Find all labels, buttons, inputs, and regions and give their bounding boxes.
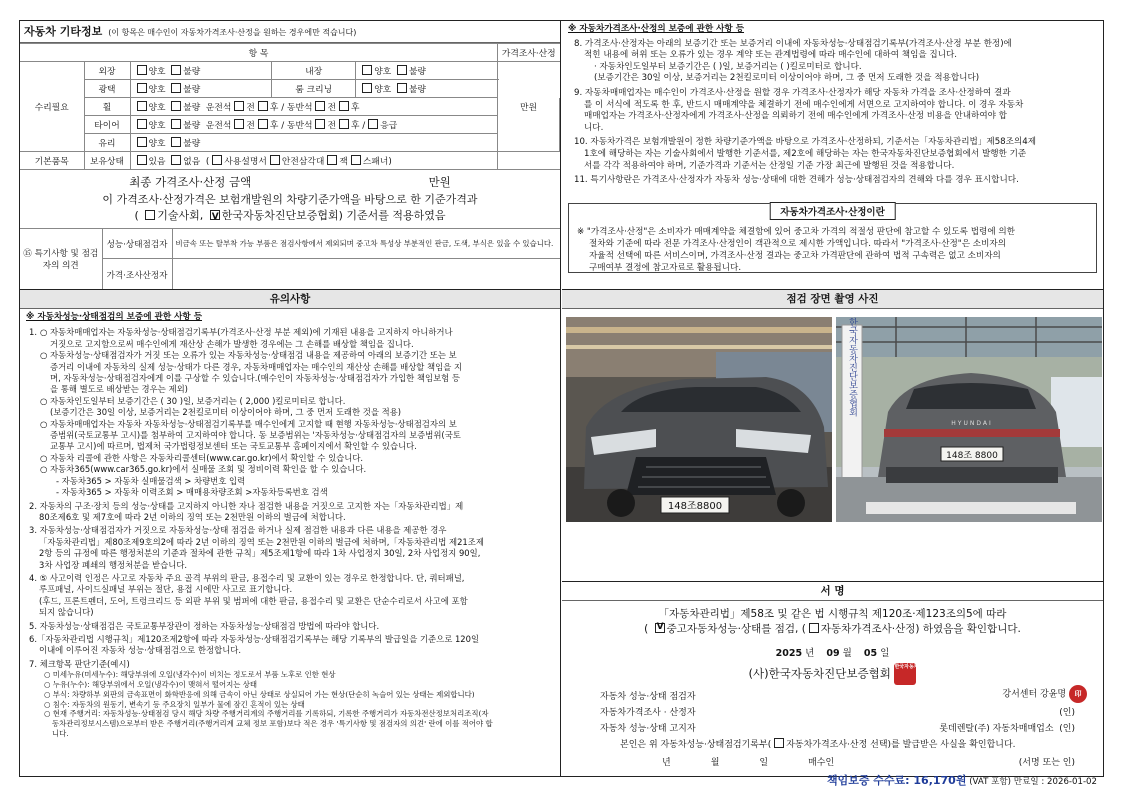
checkbox[interactable] — [339, 101, 349, 111]
date-line: 2025 년 09 월 05 일 — [775, 648, 890, 659]
inspector-seal-icon: 印 — [1069, 685, 1087, 703]
confirm-line: ( V 중고자동차성능·상태를 점검, ( 자동차가격조사·산정) 하였음을 확인합니다. — [562, 621, 1103, 636]
notes-body — [20, 309, 560, 739]
note-line: 을 통해 별도로 배상받는 경우는 제외) — [50, 384, 188, 395]
buyer-sign: (서명 또는 인) — [1018, 758, 1075, 768]
etc-subtitle: (이 항목은 매수인이 자동차가격조사·산정을 원하는 경우에만 적습니다) — [108, 28, 357, 37]
note-line: 거짓으로 고지함으로써 매수인에게 재산상 손해가 발생한 경우에는 그 손해를 배상할 책임을 집니다. — [50, 338, 414, 349]
svg-text:HYUNDAI: HYUNDAI — [951, 420, 993, 427]
gloss-label: 광택 — [84, 80, 130, 98]
booth-sign-text: 한국자동차진단보증협회 — [847, 317, 857, 417]
right-column — [562, 21, 1103, 787]
checkbox[interactable] — [171, 83, 181, 93]
checkbox-kada[interactable] — [210, 210, 220, 220]
note-1-lines — [40, 327, 554, 498]
holding-options: 있음 없음 ( 사용설명서 안전삼각대 잭 스패너) — [130, 152, 498, 170]
notes-header: 유의사항 — [20, 290, 560, 309]
standard-line-2: ( 기술사회, V 한국자동차진단보증협회) 기준서를 적용하였음 — [20, 208, 560, 224]
inspector-label: 자동차 성능·상태 점검자 — [600, 692, 696, 702]
rear-car-illustration — [836, 317, 1102, 522]
note-10 — [568, 137, 1097, 172]
etc-title-text: 자동차 기타정보 — [24, 25, 103, 38]
note-line: (보증기간은 30일 이상, 보증거리는 2천킬로미터 이상이어야 하며, 그 중 먼저 도래한 것을 적용) — [50, 407, 402, 418]
room-cleaning-label: 룸 크리닝 — [272, 80, 356, 98]
note-line: 9. 자동차매매업자는 매수인이 가격조사·산정을 원할 경우 가격조사·산정자가 해당 자동차 가격을 조사·산정하여 결과 — [574, 87, 1011, 98]
note-line: ○ 자동차매매업자는 자동차성능·상태점검기록부(가격조사·산정 부분 제외)에 기재된 내용을 고지하지 아니하거나 — [40, 327, 453, 338]
perf-inspector-opinion: 비금속 또는 탈부착 가능 부품은 점검사항에서 제외되며 중고차 특성상 부분적인 판금, 도색, 부식은 있을 수 있습니다. — [172, 229, 560, 259]
inspection-record-page — [19, 20, 1104, 787]
note-line: 니다. — [584, 122, 604, 133]
checkbox[interactable] — [234, 101, 244, 111]
def-line: 자율적 선택에 따른 서비스이며, 가격조사·산정 결과는 중고차 가격판단에 관하여 법적 구속력은 없고 소비자의 — [589, 251, 1001, 261]
definition-box — [568, 203, 1097, 273]
photo-area — [562, 309, 1103, 609]
note-line: 증범위(국토교통부 고시)를 첨부하여 고지하여야 합니다. 동 보증범위는 '자동차성능·상태점검자의 보증범위(국토 — [50, 430, 461, 441]
note-11: 11. 특기사항란은 가격조사·산정자가 자동차 성능·상태에 대한 견해가 성능·상태점검자의 견해와 다를 경우 표시합니다. — [574, 175, 1019, 186]
note-line: 1호에 해당하는 자는 기술사회에서 발행한 기준서를, 제2호에 해당하는 자는 한국자동차진단보증협회에서 발행한 기준 — [584, 148, 1027, 159]
note-line: 매매업자는 가격조사·산정자에게 가격조사·산정을 의뢰하기 전에 매수인에게 가격조사·산정 비용을 안내하여야 합 — [584, 111, 1007, 122]
checkbox-performance[interactable] — [655, 623, 665, 633]
note-line: ○ 현재 주행거리: 자동차성능·상태점검 당시 해당 차량 주행거리계의 주행거리를 기록하되, 기록한 주행거리가 자동차전산정보처리조직(자 — [44, 709, 489, 719]
checkbox[interactable] — [351, 155, 361, 165]
price-assessor-seal: (인) — [1059, 708, 1075, 718]
note-line: 이내에 이루어진 자동차 성능·상태점검으로 한정합니다. — [39, 645, 242, 656]
room-options: 양호 불량 — [356, 80, 498, 98]
checkbox[interactable] — [397, 83, 407, 93]
checkbox[interactable] — [258, 101, 268, 111]
receipt-line: 본인은 위 자동차성능·상태점검기록부( 자동차가격조사·산정 선택)를 발급받은 사실을 확인합니다. — [620, 740, 1016, 750]
photo-section — [562, 289, 1103, 609]
month-value: 09 — [826, 648, 840, 659]
note-7: 7. 체크항목 판단기준(예시) — [29, 658, 130, 669]
note-line: (후드, 프론트펜더, 도어, 트렁크리드 등 외판 부위 및 범퍼에 대한 판금, 용접수리 및 교환은 단순수리로서 사고에 포함 — [39, 595, 468, 606]
note-line: - 자동차365 > 자동차 이력조회 > 매매용차량조회 >자동차등록번호 검색 — [56, 487, 328, 498]
note-1 — [26, 327, 554, 498]
front-car-illustration — [566, 317, 832, 522]
note-line: ○ 자동차매매업자는 자동차 자동차성능·상태점검기록부를 매수인에게 고지할 때 현행 자동차성능·상태점검자의 보 — [40, 418, 457, 429]
def-line: ※ "가격조사·산정"은 소비자가 매매계약을 체결함에 있어 중고차 가격의 적절성 판단에 참고할 수 있도록 법령에 의한 — [577, 227, 1015, 237]
final-price-label: 최종 가격조사·산정 금액 — [129, 175, 252, 189]
fee-label: 책임보증 수수료: 16,170원 — [826, 774, 967, 787]
note-line: 3차 사업장 폐쇄의 행정처분을 받습니다. — [39, 559, 188, 570]
org-seal-icon: 한국자동차진단보증협회인 — [894, 663, 916, 685]
note-line: ○ 자동차 리콜에 관한 사항은 자동차리콜센터(www.car.go.kr)에서 확인할 수 있습니다. — [40, 452, 364, 463]
basic-price-cell — [498, 152, 560, 170]
wheel-label: 휠 — [84, 98, 130, 116]
note-line: 교통부 고시)에 따르며, 법제처 국가법령정보센터 또는 국토교통부 홈페이지에서 확인할 수 있습니다. — [50, 441, 417, 452]
glass-options: 양호 불량 — [130, 134, 560, 152]
note-line: 2항 등의 규정에 따른 행정처분의 기준과 절차에 관한 규칙」제5조제1항에 따라 1차 사업정지 30일, 2차 사업정지 90일, — [39, 548, 481, 559]
note-line: 4. ⑤ 사고이력 인정은 사고로 자동차 주요 골격 부위의 판금, 용접수리 및 교환이 있는 경우로 한정합니다. 단, 쿼터패널, — [29, 572, 465, 583]
checkbox[interactable] — [171, 65, 181, 75]
checkbox[interactable] — [171, 119, 181, 129]
checkbox[interactable] — [270, 155, 280, 165]
law-line: 「자동차관리법」제58조 및 같은 법 시행규칙 제120조·제123조의5에 따라 — [658, 608, 1007, 620]
signature-section — [562, 581, 1103, 787]
interior-label: 내장 — [272, 62, 356, 80]
glass-label: 유리 — [84, 134, 130, 152]
note-7-criteria — [26, 670, 554, 739]
exterior-options: 양호 불량 — [130, 62, 272, 80]
checkbox[interactable] — [397, 65, 407, 75]
checkbox[interactable] — [339, 119, 349, 129]
note-line: ○ 자동차성능·상태점검자가 거짓 또는 오류가 있는 자동차성능·상태점검 내용을 제공하여 아래의 보증기간 또는 보 — [40, 350, 457, 361]
note-line: 며, 자동차성능·상태점검자에게 이를 구상할 수 있습니다.(매수인이 자동차성능·상태점검자가 가입한 책임보험 등 — [50, 373, 461, 384]
note-8 — [568, 39, 1097, 85]
note-line: 3. 자동차성능·상태점검자가 거짓으로 자동차성능·상태 점검을 하거나 실제 점검한 내용과 다른 내용을 제공한 경우 — [29, 525, 447, 536]
wheel-options: 양호 불량 운전석 전 후 / 동반석 전 후 — [130, 98, 560, 116]
note-line: ○ 누유(누수): 해당부위에서 오일(냉각수)이 맺혀서 떨어지는 상태 — [44, 679, 258, 689]
def-line: 구매여부 결정에 참고자료로 활용됩니다. — [589, 263, 742, 273]
price-inspector-opinion — [172, 259, 560, 291]
notifier-label: 자동차 성능·상태 고지자 — [600, 724, 696, 734]
checkbox[interactable] — [234, 119, 244, 129]
checkbox[interactable] — [368, 119, 378, 129]
signature-header: 서 명 — [562, 582, 1103, 601]
note-line: 를 이 서식에 적도록 한 후, 반드시 매매계약을 체결하기 전에 매수인에게 서면으로 고지하여야 합니다. 이 경우 자동차 — [584, 99, 1024, 110]
checkbox[interactable] — [171, 101, 181, 111]
note-line: 루프패널, 사이드실패널 부위는 절단, 용접 시에만 사고로 표기합니다. — [39, 584, 293, 595]
front-plate-text: 148조8800 — [667, 501, 723, 512]
rear-plate-text: 148조 8800 — [946, 451, 998, 461]
note-line: · 자동차인도일부터 보증기간은 ( )일, 보증거리는 ( )킬로미터로 합니다. — [594, 61, 862, 72]
perf-inspector-label: 성능·상태점검자 — [102, 229, 172, 259]
final-price-unit: 만원 — [428, 175, 451, 189]
gloss-options: 양호 불량 — [130, 80, 272, 98]
note-line: ○ 자동차인도일부터 보증기간은 ( 30 )일, 보증거리는 ( 2,000 )킬로미터로 합니다. — [40, 395, 346, 406]
note-9 — [568, 88, 1097, 134]
checkbox[interactable] — [362, 65, 372, 75]
note-line: ○ 미세누유(미세누수): 해당부위에 오일(냉각수)이 비치는 정도로서 부품 노후로 인한 현상 — [44, 670, 336, 680]
notes-section — [20, 289, 560, 739]
note-line: 「자동차관리법」제80조제9호의2에 따라 2년 이하의 징역 또는 2천만원 이하의 벌금에 처하며,「자동차관리법 제21조제 — [39, 536, 484, 547]
checkbox-receipt-price[interactable] — [774, 738, 784, 748]
checkbox-price[interactable] — [809, 623, 819, 633]
fee-line: 책임보증 수수료: 16,170원 (VAT 포함) 만료일 : 2026-01-02 — [826, 774, 1097, 787]
note-line: 동차관리정보시스템)으로부터 받은 주행거리(주행거리계 교체 정보 포함)보다 적은 경우 '특기사항 및 점검자의 의견' 란에 이를 적어야 합 — [52, 719, 493, 729]
standard-text — [20, 192, 560, 224]
expiry-date: 만료일 : 2026-01-02 — [1013, 777, 1097, 787]
org-line — [562, 663, 1103, 685]
note-line: (보증기간은 30일 이상, 보증거리는 2천킬로미터 이상이어야 하며, 그 중 먼저 도래한 것을 적용합니다) — [594, 73, 980, 84]
checkbox[interactable] — [327, 155, 337, 165]
checkbox[interactable] — [171, 137, 181, 147]
note-line: 적힌 내용에 허위 또는 오류가 있는 경우 계약 또는 관계법령에 따라 매수인에 대하여 책임을 집니다. — [584, 50, 958, 61]
buyer-label: 매수인 — [808, 758, 835, 768]
note-line: 80조제6호 및 제7호에 따라 2년 이하의 징역 또는 2천만원 이하의 벌금에 처합니다. — [39, 511, 346, 522]
price-inspector-label: 가격·조사산정자 — [102, 259, 172, 291]
checkbox-tech-society[interactable] — [145, 210, 155, 220]
basic-items-label: 기본품목 — [20, 152, 84, 170]
rear-car-photo — [836, 317, 1102, 522]
etc-info-table — [20, 43, 560, 170]
receipt-date: 년 월 일 매수인 — [662, 758, 835, 768]
checkbox[interactable] — [171, 155, 181, 165]
tire-label: 타이어 — [84, 116, 130, 134]
opinion-label: ⑮ 특기사항 및 점검자의 의견 — [20, 229, 102, 291]
note-line: 서를 각각 적용하여야 하며, 기준가격과 기준서는 산정일 기준 가장 최근에 발행된 것을 적용합니다. — [584, 160, 955, 171]
definition-title: 자동차가격조사·산정이란 — [769, 202, 896, 220]
price-assessor-label: 자동차가격조사 · 산정자 — [600, 708, 696, 718]
note-1-num: 1. — [29, 327, 37, 338]
year-value: 2025 — [775, 648, 803, 659]
checkbox[interactable] — [137, 101, 147, 111]
note-5: 5. 자동차성능·상태점검은 국토교통부장관이 정하는 자동차성능·상태점검 방법에 따라야 합니다. — [29, 620, 380, 631]
checkbox[interactable] — [137, 83, 147, 93]
checkbox[interactable] — [137, 119, 147, 129]
tire-options: 양호 불량 운전석 전 후 / 동반석 전 후 / 응급 — [130, 116, 560, 134]
note-2 — [26, 501, 554, 524]
checkbox[interactable] — [258, 119, 268, 129]
note-4 — [26, 573, 554, 619]
note-line: 6.「자동차관리법 시행규칙」제120조제2항에 따라 자동차성능·상태점검기록부는 해당 기록부의 발급일을 기준으로 120일 — [29, 633, 480, 644]
checkbox[interactable] — [315, 101, 325, 111]
checkbox[interactable] — [212, 155, 222, 165]
holding-label: 보유상태 — [84, 152, 130, 170]
day-value: 05 — [863, 648, 878, 659]
etc-info-title — [20, 21, 560, 43]
note-line: ○ 자동차365(www.car365.go.kr)에서 실매물 조회 및 정비이력 확인을 할 수 있습니다. — [40, 464, 367, 475]
org-name: (사)한국자동차진단보증협회 — [748, 666, 891, 681]
note-line: 증거리 이내에 자동차의 실제 성능·상태가 다른 경우, 자동차매매업자는 매수인의 재산상 손해를 배상할 책임을 지 — [50, 361, 463, 372]
left-column — [20, 21, 561, 776]
photo-header: 점검 장면 촬영 사진 — [562, 290, 1103, 309]
note-3 — [26, 525, 554, 571]
note-line: 2. 자동차의 구조·장치 등의 성능·상태를 고지하지 아니한 자나 점검한 내용을 거짓으로 고지한 자는「자동차관리법」제 — [29, 500, 464, 511]
checkbox[interactable] — [137, 137, 147, 147]
note-line: 니다. — [52, 728, 69, 738]
checkbox[interactable] — [362, 83, 372, 93]
opinion-table — [20, 228, 560, 291]
inspector-sign: 강서센터 강윤명 印 — [1002, 685, 1087, 703]
note-line: - 자동차365 > 자동차 실매물검색 > 차량번호 입력 — [56, 475, 246, 486]
note-line: 8. 가격조사·산정자는 아래의 보증기간 또는 보증거리 이내에 자동차성능·상태점검기록부(가격조사·산정 부분 한정)에 — [574, 38, 1012, 49]
def-line: 절차와 기준에 따라 전문 가격조사·산정인이 객관적으로 제시한 가액입니다. 따라서 "가격조사·산정"은 소비자의 — [589, 239, 1006, 249]
note-line: ○ 침수: 자동차의 원동기, 변속기 등 주요장치 일부가 물에 잠긴 흔적이 있는 상태 — [44, 699, 305, 709]
checkbox[interactable] — [137, 155, 147, 165]
price-notes-title: ※ 자동차가격조사·산정의 보증에 관한 사항 등 — [568, 24, 745, 34]
notifier-sign: 롯데렌탈(주) 자동차매매업소 (인) — [939, 724, 1075, 734]
checkbox[interactable] — [137, 65, 147, 75]
repair-label: 수리필요 — [20, 62, 84, 152]
notes-section-title: ※ 자동차성능·상태점검의 보증에 관한 사항 등 — [26, 312, 203, 322]
exterior-label: 외장 — [84, 62, 130, 80]
note-line: ○ 부식: 차량하부 외판의 금속표면이 화학반응에 의해 금속이 아닌 상태로 상실되어 가는 현상(단순히 녹슬어 있는 상태는 제외합니다) — [44, 689, 475, 699]
front-car-photo — [566, 317, 832, 522]
note-line: 되지 않습니다) — [39, 607, 94, 618]
price-header: 가격조사·산정 — [498, 44, 560, 62]
price-notes — [562, 21, 1103, 203]
note-6 — [26, 634, 554, 657]
interior-options: 양호 불량 — [356, 62, 498, 80]
standard-line-1: 이 가격조사·산정가격은 보험개발원의 차량기준가액을 바탕으로 한 기준가격과 — [102, 193, 478, 206]
checkbox[interactable] — [315, 119, 325, 129]
man-won-label: 만원 — [498, 62, 560, 152]
final-price-row — [20, 170, 560, 192]
item-header: 항 목 — [20, 44, 498, 62]
note-line: 10. 자동차가격은 보험개발원이 정한 차량기준가액을 바탕으로 가격조사·산정하되, 기준서는「자동차관리법」제58조의4제 — [574, 137, 1037, 148]
